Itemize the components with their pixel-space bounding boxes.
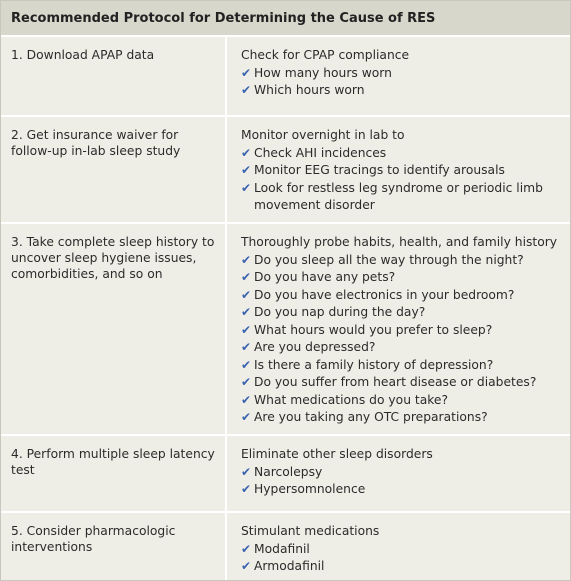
- checkmark-icon: ✔: [241, 375, 252, 389]
- action-title: Check for CPAP compliance: [241, 48, 410, 62]
- checkmark-icon: ✔: [241, 464, 252, 479]
- action-cell: [227, 224, 570, 434]
- checkmark-icon: ✔: [241, 145, 252, 160]
- checkmark-icon: ✔: [241, 410, 252, 424]
- check-item-label: Are you depressed?: [254, 340, 376, 354]
- step-cell: 1. Download APAP data: [1, 37, 227, 115]
- checkmark-icon: ✔: [241, 392, 252, 407]
- check-list: [241, 252, 564, 427]
- table-row: [1, 117, 570, 224]
- check-item: [241, 65, 564, 83]
- check-item-label: Modafinil: [254, 541, 310, 556]
- check-item: [241, 392, 564, 410]
- check-item-label: Hypersomnolence: [254, 482, 366, 496]
- check-list: [241, 145, 564, 215]
- checkmark-icon: ✔: [241, 340, 252, 354]
- check-item: [241, 82, 564, 100]
- check-item-label: Do you sleep all the way through the night?: [254, 252, 524, 267]
- check-item: [241, 558, 564, 576]
- checkmark-icon: ✔: [241, 305, 252, 319]
- check-item-label: What medications do you take?: [254, 392, 449, 407]
- table-row: [1, 224, 570, 436]
- checkmark-icon: ✔: [241, 482, 252, 496]
- check-list: [241, 541, 564, 576]
- check-item: [241, 357, 564, 375]
- table-row: [1, 436, 570, 513]
- checkmark-icon: ✔: [241, 65, 252, 80]
- check-item: [241, 339, 564, 357]
- check-item-label: Is there a family history of depression?: [254, 357, 494, 372]
- check-item: [241, 304, 564, 322]
- action-title: Thoroughly probe habits, health, and family history: [241, 235, 558, 249]
- check-item-label: Do you nap during the day?: [254, 305, 426, 319]
- checkmark-icon: ✔: [241, 287, 252, 302]
- checkmark-icon: ✔: [241, 322, 252, 337]
- check-item: [241, 541, 564, 559]
- checkmark-icon: ✔: [241, 357, 252, 372]
- check-item: [241, 162, 564, 180]
- checkmark-icon: ✔: [241, 252, 252, 267]
- action-title: Monitor overnight in lab to: [241, 128, 405, 142]
- check-item: [241, 269, 564, 287]
- checkmark-icon: ✔: [241, 83, 252, 97]
- checkmark-icon: ✔: [241, 163, 252, 177]
- action-cell: [227, 436, 570, 511]
- check-item-label: Do you have electronics in your bedroom?: [254, 287, 515, 302]
- action-title: Eliminate other sleep disorders: [241, 447, 433, 461]
- table-row: [1, 37, 570, 117]
- check-list: [241, 464, 564, 499]
- action-title: Stimulant medications: [241, 524, 380, 538]
- step-cell: 4. Perform multiple sleep latency test: [1, 436, 227, 511]
- check-item: [241, 374, 564, 392]
- check-item-label: Monitor EEG tracings to identify arousals: [254, 163, 505, 177]
- check-item-label: How many hours worn: [254, 65, 392, 80]
- checkmark-icon: ✔: [241, 541, 252, 556]
- check-item: [241, 287, 564, 305]
- checkmark-icon: ✔: [241, 270, 252, 284]
- table-title: Recommended Protocol for Determining the Cause of RES: [1, 1, 570, 37]
- check-item: [241, 252, 564, 270]
- step-cell: 2. Get insurance waiver for follow-up in-lab sleep study: [1, 117, 227, 222]
- step-cell: 3. Take complete sleep history to uncover sleep hygiene issues, comorbidities, and so on: [1, 224, 227, 434]
- check-item: [241, 481, 564, 499]
- check-item-label: Look for restless leg syndrome or periodic limb movement disorder: [254, 180, 543, 212]
- check-item: [241, 464, 564, 482]
- check-item-label: What hours would you prefer to sleep?: [254, 322, 493, 337]
- check-item: [241, 322, 564, 340]
- action-cell: [227, 513, 570, 580]
- check-list: [241, 65, 564, 100]
- check-item-label: Do you suffer from heart disease or diabetes?: [254, 375, 537, 389]
- check-item: [241, 180, 564, 215]
- check-item-label: Check AHI incidences: [254, 145, 387, 160]
- checkmark-icon: ✔: [241, 559, 252, 573]
- action-cell: [227, 37, 570, 115]
- action-cell: [227, 117, 570, 222]
- table-row: [1, 513, 570, 580]
- check-item: [241, 409, 564, 427]
- check-item-label: Armodafinil: [254, 559, 325, 573]
- checkmark-icon: ✔: [241, 180, 252, 195]
- check-item-label: Which hours worn: [254, 83, 365, 97]
- check-item-label: Do you have any pets?: [254, 270, 396, 284]
- step-cell: 5. Consider pharmacologic interventions: [1, 513, 227, 580]
- check-item-label: Are you taking any OTC preparations?: [254, 410, 488, 424]
- check-item-label: Narcolepsy: [254, 464, 323, 479]
- check-item: [241, 145, 564, 163]
